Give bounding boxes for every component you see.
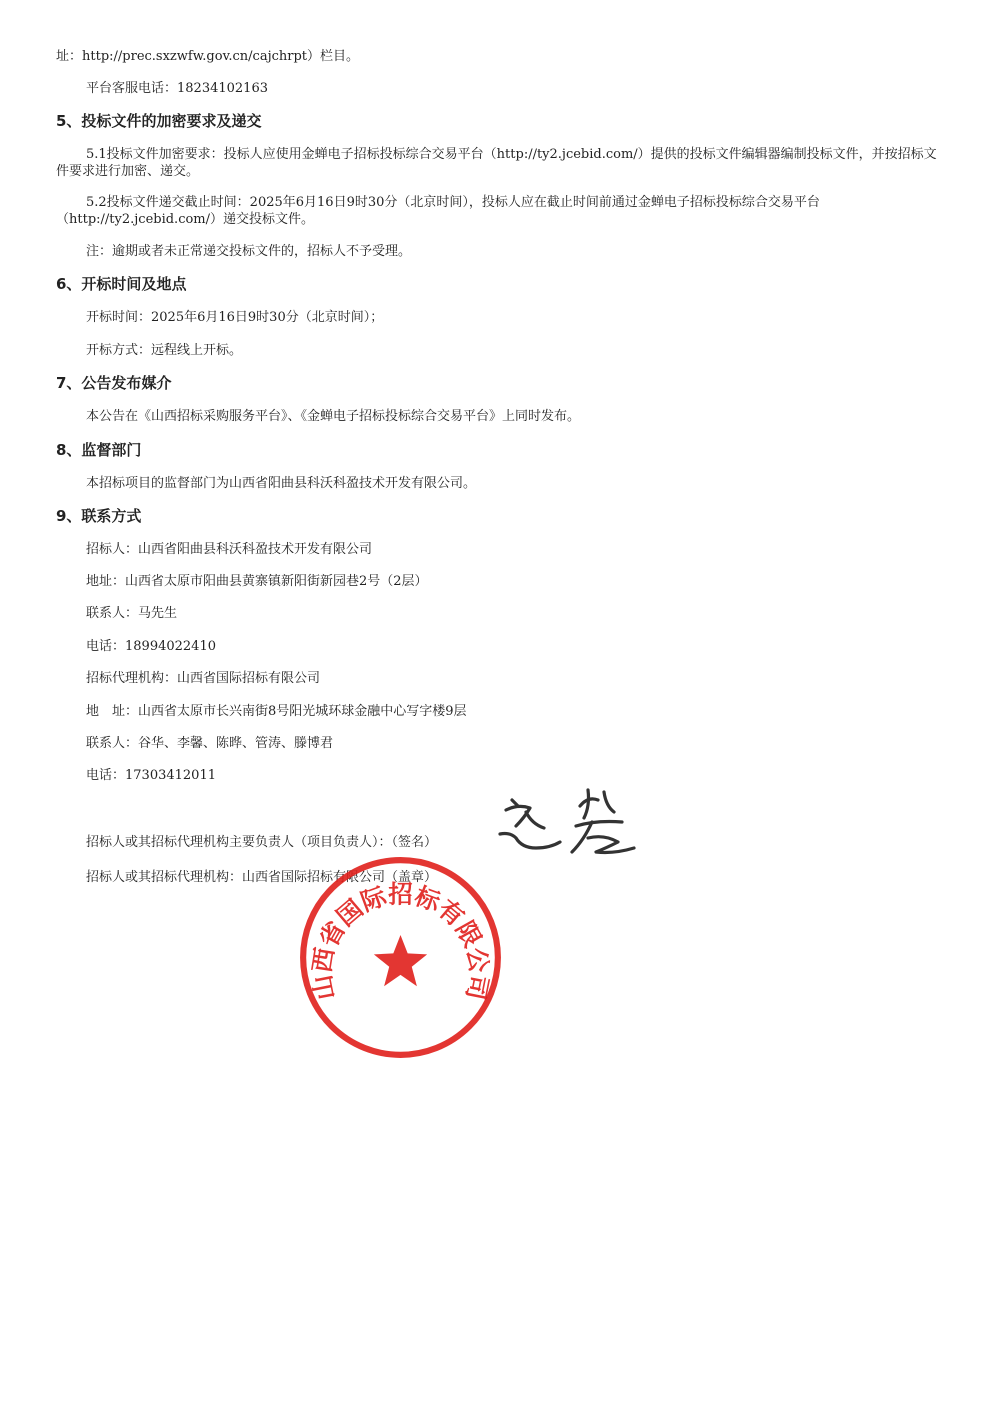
company-seal xyxy=(298,855,503,1060)
section-6-heading: 6、开标时间及地点 xyxy=(56,275,187,293)
section-5-heading: 5、投标文件的加密要求及递交 xyxy=(56,112,262,130)
agency-phone: 电话：17303412011 xyxy=(86,768,216,783)
opening-method: 开标方式：远程线上开标。 xyxy=(86,343,243,358)
platform-url-line: 址：http://prec.sxzwfw.gov.cn/cajchrpt）栏目。 xyxy=(56,49,360,64)
platform-hotline: 平台客服电话：18234102163 xyxy=(86,81,268,96)
seal-company-name: 山西省国际招标有限公司 xyxy=(307,879,494,1003)
seal-star-icon xyxy=(374,935,427,986)
handwritten-signature xyxy=(488,782,648,872)
opening-time: 开标时间：2025年6月16日9时30分（北京时间）； xyxy=(86,310,384,325)
section-5-paragraph-2: 5.2投标文件递交截止时间：2025年6月16日9时30分（北京时间），投标人应在截止时间前通过金蝉电子招标投标综合交易平台（http://ty2.jcebid.com/）递交投标文件。 xyxy=(56,195,820,227)
agency-address: 地 址：山西省太原市长兴南街8号阳光城环球金融中心写字楼9层 xyxy=(86,704,467,719)
tenderer-line: 招标人：山西省阳曲县科沃科盈技术开发有限公司 xyxy=(86,542,373,557)
tenderer-address: 地址：山西省太原市阳曲县黄寨镇新阳街新园巷2号（2层） xyxy=(86,574,428,589)
tenderer-contact: 联系人：马先生 xyxy=(86,606,178,621)
agency-line: 招标代理机构：山西省国际招标有限公司 xyxy=(86,671,321,686)
agency-contact: 联系人：谷华、李馨、陈晔、管涛、滕博君 xyxy=(86,736,334,751)
section-5-note: 注：逾期或者未正常递交投标文件的，招标人不予受理。 xyxy=(86,244,412,259)
section-9-heading: 9、联系方式 xyxy=(56,507,142,525)
section-7-heading: 7、公告发布媒介 xyxy=(56,374,172,392)
publication-media-text: 本公告在《山西招标采购服务平台》、《金蝉电子招标投标综合交易平台》上同时发布。 xyxy=(86,409,581,424)
signature-line: 招标人或其招标代理机构主要负责人（项目负责人）：（签名） xyxy=(86,835,438,850)
supervision-text: 本招标项目的监督部门为山西省阳曲县科沃科盈技术开发有限公司。 xyxy=(86,476,477,491)
section-8-heading: 8、监督部门 xyxy=(56,441,142,459)
section-5-paragraph-1: 5.1投标文件加密要求：投标人应使用金蝉电子招标投标综合交易平台（http://ty2.jcebid.com/）提供的投标文件编辑器编制投标文件，并按招标文件要求进行加密、递交。 xyxy=(56,147,937,179)
seal-line: 招标人或其招标代理机构：山西省国际招标有限公司（盖章） xyxy=(86,870,438,885)
tenderer-phone: 电话：18994022410 xyxy=(86,639,216,654)
